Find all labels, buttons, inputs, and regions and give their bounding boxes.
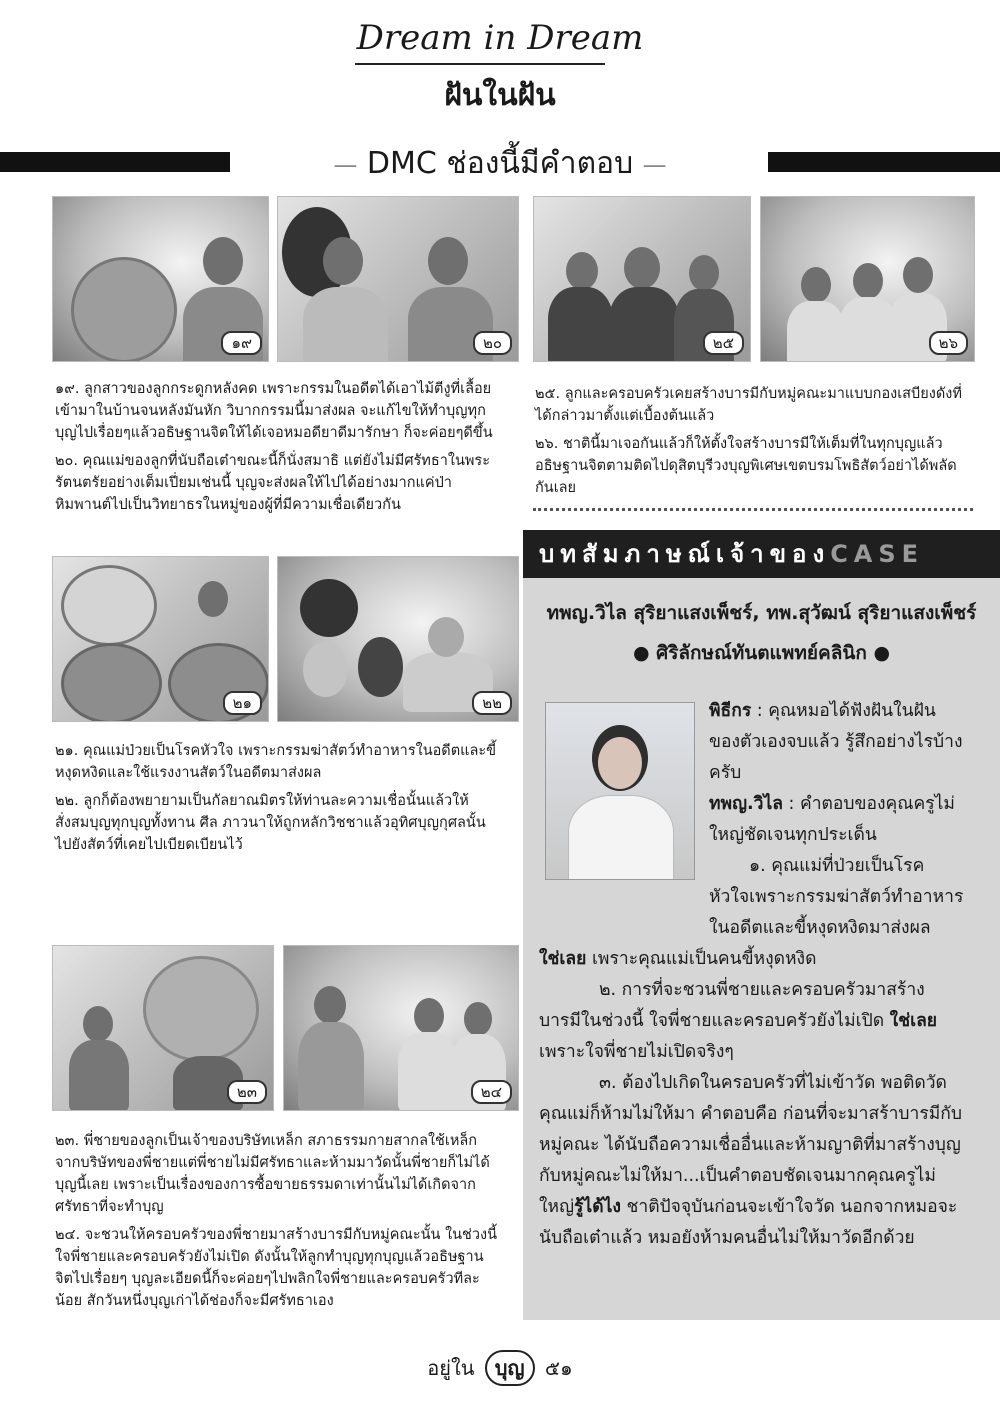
heading-dash-left: — <box>333 151 358 179</box>
illustration-26 <box>760 196 975 362</box>
title-thai: ฝันในฝัน <box>444 78 556 113</box>
point3-emphasis: รู้ได้ไง <box>574 1197 621 1217</box>
interview-body <box>523 696 1000 1254</box>
caption-22: ๒๒. ลูกก็ต้องพยายามเป็นกัลยาณมิตรให้ท่านละความเชื่อนั้นแล้วให้สั่งสมบุญทุกบุญทั้งทาน ศีล ภาวนาให้ถูกหลักวิชชาแล้วอุทิศบุญกุศลนั้น ไปยังสัตว์ที่เคยไปเบียดเบียนไว้ <box>55 793 486 853</box>
point3-end: ชาติปัจจุบันก่อนจะเข้าใจวัด นอกจากหมอจะนับถือเต๋าแล้ว หมอยังห้ามคนอื่นไม่ให้มาวัดอีกด้วย <box>539 1197 958 1248</box>
point2-text: ๒. การที่จะชวนพี่ชายและครอบครัวมาสร้างบารมีในช่วงนี้ ใจพี่ชายและครอบครัวยังไม่เปิด <box>539 980 925 1031</box>
illustration-20 <box>277 196 519 362</box>
caption-21: ๒๑. คุณแม่ป่วยเป็นโรคหัวใจ เพราะกรรมฆ่าสัตว์ทำอาหารในอดีตและขี้หงุดหงิดและใช้แรงงานสัตว์ในอดีตมาส่งผล <box>55 743 497 781</box>
illustration-22 <box>277 556 519 722</box>
image-number-22: ๒๒ <box>472 691 512 715</box>
illustration-21 <box>52 556 269 722</box>
names-line: ทพญ.วิไล สุริยาแสงเพ็ชร์, ทพ.สุวัฒน์ สุริยาแสงเพ็ชร์ <box>546 602 977 624</box>
captions-25-26 <box>535 383 975 505</box>
interview-header-case: CASE <box>830 540 925 568</box>
caption-24: ๒๔. จะชวนให้ครอบครัวของพี่ชายมาสร้างบารมีกับหมู่คณะนั้น ในช่วงนี้ใจพี่ชายและครอบครัวยังไม่เปิด ดังนั้นให้ลูกทำบุญทุกบุญแล้วอธิษฐานจิตไปเรื่อยๆ บุญละเอียดนี้ก็จะค่อยๆไปพลิกใจพี่ชายและครอบครัวทีละน้อย สักวันหนึ่งบุญเก่าได้ช่องก็จะมีศรัทธาเอง <box>55 1227 498 1309</box>
dotted-divider <box>533 508 973 511</box>
interview-header <box>523 530 1000 578</box>
point2-emphasis: ใช่เลย <box>889 1011 938 1031</box>
illustration-24 <box>283 945 519 1111</box>
illustration-23 <box>52 945 274 1111</box>
image-number-21: ๒๑ <box>223 691 262 715</box>
interview-continued <box>539 944 964 1254</box>
image-number-25: ๒๕ <box>703 331 744 355</box>
point2-end: เพราะใจพี่ชายไม่เปิดจริงๆ <box>539 1042 734 1062</box>
caption-20: ๒๐. คุณแม่ของลูกที่นับถือเต๋าขณะนี้ก็นั่งสมาธิ แต่ยังไม่มีศรัทธาในพระรัตนตรัยอย่างเต็มเปี่ยมเช่นนี้ บุญจะส่งผลให้ไปได้อย่างมากแค่ป่าหิมพานต์ไปเป็นวิทยาธรในหมู่ของผู้ที่มีความเชื่อเดียวกัน <box>55 453 490 513</box>
question-text: : คุณหมอได้ฟังฝันในฝันของตัวเองจบแล้ว รู้สึกอย่างไรบ้างครับ <box>709 701 963 783</box>
title-underline <box>355 63 605 65</box>
interview-box <box>523 530 1000 1320</box>
captions-21-22 <box>55 740 500 862</box>
image-number-23: ๒๓ <box>227 1080 267 1104</box>
heading-dash-right: — <box>642 151 667 179</box>
interview-header-title: บทสัมภาษณ์เจ้าของ <box>539 540 831 568</box>
image-number-26: ๒๖ <box>929 331 968 355</box>
footer-brand-logo: บุญ <box>485 1350 535 1386</box>
footer-brand-a: อยู่ใน <box>427 1356 475 1380</box>
heading-text: DMC ช่องนี้มีคำตอบ <box>366 146 634 181</box>
caption-25: ๒๕. ลูกและครอบครัวเคยสร้างบารมีกับหมู่คณะมาแบบกองเสบียงดังที่ได้กล่าวมาตั้งแต่เบื้องต้นแล้ว <box>535 386 962 424</box>
image-number-24: ๒๔ <box>471 1080 512 1104</box>
answer-label: ทพญ.วิไล <box>709 794 783 814</box>
illustration-19 <box>52 196 269 362</box>
answer-text: : คำตอบของคุณครูไม่ใหญ่ชัดเจนทุกประเด็น <box>709 794 955 845</box>
captions-19-20 <box>55 378 500 522</box>
caption-26: ๒๖. ชาตินี้มาเจอกันแล้วก็ให้ตั้งใจสร้างบารมีให้เต็มที่ในทุกบุญแล้วอธิษฐานจิตตามติดไปดุสิตบุรีวงบุญพิเศษเขตบรมโพธิสัตว์อย่าได้พลัดกันเลย <box>535 436 957 496</box>
page-number: ๕๑ <box>544 1356 573 1380</box>
interview-qa <box>709 696 964 944</box>
illustration-25 <box>533 196 751 362</box>
point3-text: ๓. ต้องไปเกิดในครอบครัวที่ไม่เข้าวัด พอติดวัดคุณแม่ก็ห้ามไม่ให้มา คำตอบคือ ก่อนที่จะมาสร้าบารมีกับหมู่คณะ ได้นับถือความเชื่ออื่นและห้ามญาติที่มาสร้างบุญกับหมู่คณะไม่ให้มา...เป็นคำตอบชัดเจนมากคุณครูไม่ใหญ่ <box>539 1073 962 1217</box>
caption-23: ๒๓. พี่ชายของลูกเป็นเจ้าของบริษัทเหล็ก สภาธรรมกายสากลใช้เหล็กจากบริษัทของพี่ชายแต่พี่ชายไม่มีศรัทธาและห้ามมาวัดนั้นพี่ชายก็ไม่ได้บุญนี้เลย เพราะเป็นเรื่องของการซื้อขายธรรมดาเท่านั้นไม่ได้เกิดจากศรัทธาที่จะทำบุญ <box>55 1133 490 1215</box>
image-number-20: ๒๐ <box>473 331 512 355</box>
question-label: พิธีกร <box>709 701 752 721</box>
interviewee-names <box>523 598 1000 668</box>
point1-end: เพราะคุณแม่เป็นคนขี้หงุดหงิด <box>586 949 817 969</box>
title-english: Dream in Dream <box>356 18 644 58</box>
page-footer <box>0 1350 1000 1386</box>
clinic-name: ● ศิริลักษณ์ทันตแพทย์คลินิก ● <box>632 642 891 664</box>
point1-emphasis: ใช่เลย <box>539 949 587 969</box>
section-heading <box>0 140 1000 187</box>
caption-19: ๑๙. ลูกสาวของลูกกระดูกหลังคด เพราะกรรมในอดีตได้เอาไม้ตีงูที่เลื้อยเข้ามาในบ้านจนหลังมันหัก วิบากกรรมนี้มาส่งผล จะแก้ไขให้ทำบุญทุกบุญไปเรื่อยๆแล้วอธิษฐานจิตให้ได้เจอหมอดียาดีมารักษา ก็จะค่อยๆดีขึ้น <box>55 381 493 441</box>
image-number-19: ๑๙ <box>221 331 262 355</box>
captions-23-24 <box>55 1130 500 1318</box>
point1-text: ๑. คุณแม่ที่ป่วยเป็นโรคหัวใจเพราะกรรมฆ่าสัตว์ทำอาหารในอดีตและขี้หงุดหงิดมาส่งผล <box>709 856 964 938</box>
